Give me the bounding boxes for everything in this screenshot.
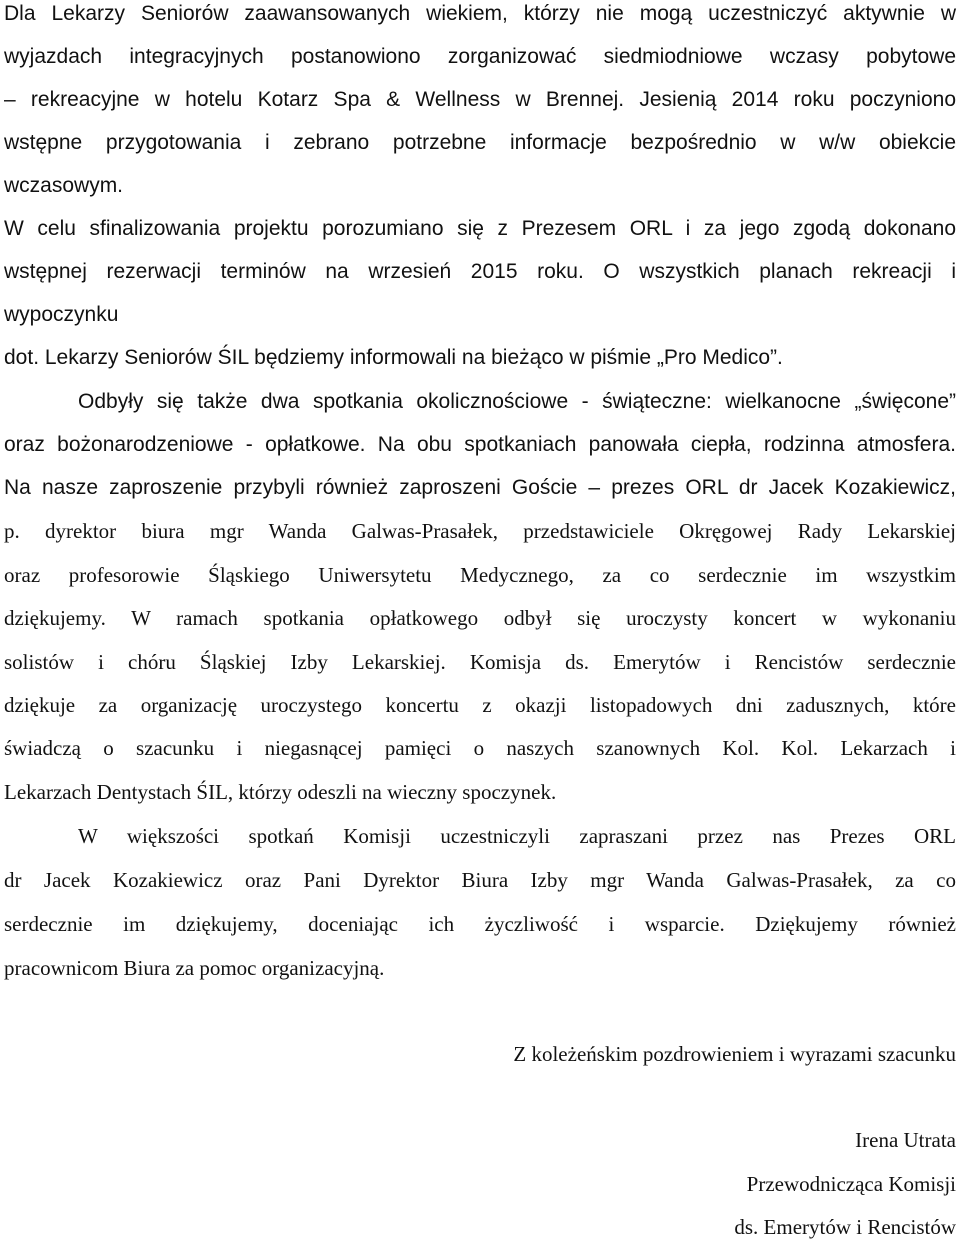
closing-greeting: Z koleżeńskim pozdrowieniem i wyrazami szacunku (513, 1042, 956, 1066)
body-line-14: oraz profesorowie Śląskiego Uniwersytetu Medycznego, za co serdecznie im wszystkim (4, 563, 956, 587)
signature-name: Irena Utrata (855, 1128, 956, 1152)
body-line-5: wczasowym. (4, 174, 124, 197)
signature-title: Przewodnicząca Komisji (746, 1172, 956, 1196)
body-line-6: W celu sfinalizowania projektu porozumiano się z Prezesem ORL i za jego zgodą dokonano (4, 217, 956, 240)
body-line-3: – rekreacyjne w hotelu Kotarz Spa & Wellness w Brennej. Jesienią 2014 roku poczyniono (4, 88, 956, 111)
body-line-20: W większości spotkań Komisji uczestniczyli zapraszani przez nas Prezes ORL (78, 824, 956, 848)
body-line-13: p. dyrektor biura mgr Wanda Galwas-Prasałek, przedstawiciele Okręgowej Rady Lekarskiej (4, 519, 956, 543)
body-line-18: świadczą o szacunku i niegasnącej pamięci o naszych szanownych Kol. Kol. Lekarzach i (4, 736, 956, 760)
body-line-21: dr Jacek Kozakiewicz oraz Pani Dyrektor Biura Izby mgr Wanda Galwas-Prasałek, za co (4, 868, 956, 892)
body-line-12: Na nasze zaproszenie przybyli również zaproszeni Goście – prezes ORL dr Jacek Kozakiewicz, (4, 476, 956, 499)
body-line-9: dot. Lekarzy Seniorów ŚIL będziemy informowali na bieżąco w piśmie „Pro Medico”. (4, 346, 783, 369)
body-line-19: Lekarzach Dentystach ŚIL, którzy odeszli na wieczny spoczynek. (4, 780, 557, 804)
body-line-2: wyjazdach integracyjnych postanowiono zorganizować siedmiodniowe wczasy pobytowe (4, 45, 956, 68)
body-line-4: wstępne przygotowania i zebrano potrzebne informacje bezpośrednio w w/w obiekcie (4, 131, 956, 154)
body-line-22: serdecznie im dziękujemy, doceniając ich życzliwość i wsparcie. Dziękujemy również (4, 912, 956, 936)
body-line-7: wstępnej rezerwacji terminów na wrzesień 2015 roku. O wszystkich planach rekreacji i (4, 260, 956, 283)
body-line-17: dziękuje za organizację uroczystego koncertu z okazji listopadowych dni zadusznych, które (4, 693, 956, 717)
body-line-11: oraz bożonarodzeniowe - opłatkowe. Na obu spotkaniach panowała ciepła, rodzinna atmosfera. (4, 433, 956, 456)
body-line-23: pracownicom Biura za pomoc organizacyjną. (4, 956, 385, 980)
body-line-1: Dla Lekarzy Seniorów zaawansowanych wiekiem, którzy nie mogą uczestniczyć aktywnie w (4, 2, 956, 25)
body-line-10: Odbyły się także dwa spotkania okolicznościowe - świąteczne: wielkanocne „święcone” (78, 390, 956, 413)
body-line-8: wypoczynku (4, 303, 119, 326)
body-line-16: solistów i chóru Śląskiej Izby Lekarskiej. Komisja ds. Emerytów i Rencistów serdecznie (4, 650, 956, 674)
signature-org: ds. Emerytów i Rencistów (734, 1215, 956, 1239)
body-line-15: dziękujemy. W ramach spotkania opłatkowego odbył się uroczysty koncert w wykonaniu (4, 606, 956, 630)
